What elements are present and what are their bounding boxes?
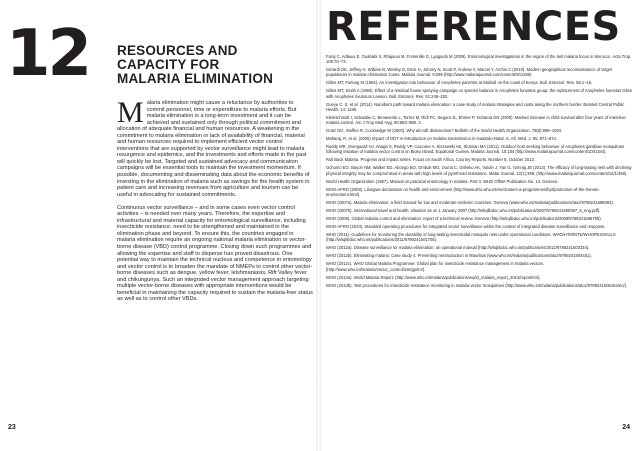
chapter-title-line: MALARIA ELIMINATION (117, 71, 274, 86)
reference-item: WHO (2013a). World Malaria Report. (http://www.who.int/malaria/publications/world_malaria_report_2013/report/en/). (326, 274, 541, 280)
reference-item: Kleinschmidt I, Schwabe C, Benavente L, Torrez M, Ridl FC, Segura JL, Ehmer P, Nchama GN (2009). Marked increase in child survival after four years of intensive malaria control. Am J Trop Med Hyg. 80:882–888. 3. (326, 114, 626, 126)
paragraph (117, 96, 313, 198)
reference-item: WHO (2011). Guidelines for monitoring the durability of long-lasting insecticidal mosquito nets under operational conditions. WHO/HTM/NTD/WHOPES/2011.5 (http://whqlibdoc.who.int/publications/2011/9789241501705). (326, 232, 616, 243)
reference-item: WHO-AFRO (2010). Standard operating procedures for integrated vector surveillance within the context of integrated disease surveillance and response. (326, 224, 606, 229)
reference-item: WHO (2012c). WHO Global Malaria Programme: Global plan for insecticide resistance management in malaria vectors. (http://www.who.int/malaria/vector_control/ivm/gpirm/). (326, 261, 545, 272)
reference-item: Ochomo EO, Bayoh NM, Walker ED, Abongo BO, Ombok MO, Ouma C, Githeko AK, Vulule J, Yan G, Gimnig JE (2013). The efficacy of long-lasting nets with declining physical integrity may be compromised in areas with high levels of pyrethroid resistance. Malar Journal. 12(1):368, (http://www.malariajournal.com/content/12/1/368). (326, 165, 632, 176)
chapter-title-line: CAPACITY FOR (117, 57, 220, 72)
paragraph: Continuous vector surveillance – and in some cases even vector control activities – is needed over many years. Therefore, the expertise and infrastructural and material capacity for entomological surveillance, including insecticide resistance, need to be strengthened and maintained in the elimination phase and beyond. To ensure this, the countries engaged in malaria elimination require an ongoing national malaria elimination or vector-borne disease (VBD) control programme. Closing down such programmes and allowing the expertise and staff to disperse has proved disastrous. One potential way to maintain the technical nucleus and competence in entomology and vector control is to broaden the mandate of NMEPs to control other vector-borne diseases such as dengue, yellow fever, leishmaniasis, Rift Valley fever and chikungunya. Such an integrated vector management approach targeting multiple vector-borne diseases with appropriate interventions would be beneficial in maintaining the capacity required to sustain the malaria-free status as well as to control other VBDs. (117, 204, 313, 303)
reference-item: World Health Organization (1957). Manual on practical entomology in malaria. Part II. WHO Offset Publication No. 13. Geneva. (326, 178, 559, 184)
page-number: 24 (622, 424, 630, 431)
right-page (322, 0, 638, 451)
reference-item: Faraj C, Adlaoui E, Ouahabi S, Rhajaoui M, Fontenille D, Lyagoubi M (2009). Entomological investigations in the region of the last malaria focus in Morocco. Acta Trop. 109:70–73. (326, 54, 632, 65)
reference-item: WHO (2013b). Test procedures for insecticide resistance monitoring in malaria vector mosquitoes (http://www.who.int/malaria/publications/atoz/9789241505154/en/). (326, 282, 628, 288)
chapter-number: 12 (6, 17, 90, 91)
references-list (326, 54, 632, 291)
reference-item: WHO (2007a). Malaria elimination: a field manual for low and moderate endemic countries. Geneva (www.who.int/malaria/publications/atoz/9789241596084). (326, 199, 614, 205)
reference-item: WHO-AFRO (2008). Lilongwe declaration on health and environment (http://www.afro.who.int/en/clusters-a-programmes/hpr/protection-of-the-human-environment.html). (326, 186, 600, 197)
chapter-title-line: RESOURCES AND (117, 43, 238, 58)
left-page (0, 0, 315, 451)
reference-item: Gilles MT, Smith A (1960). Effect of a residual house spraying campaign on species balance in Anopheles funestus group: the replacement of Anopheles funestus Giles with Anopheles rivulorum Leeson. Bull. Entomol. Res. 51:248–252. (326, 88, 632, 99)
reference-item: WHO (2009). Global malaria control and elimination: report of a technical review. Geneva (http://whqlibdoc.who.int/publications/2008/9789241596756). (326, 215, 602, 221)
drop-cap: M (117, 96, 144, 129)
page-number: 23 (8, 424, 16, 431)
reference-item: Gerardi DK, Jeffrey H, William B, Wesley D, Erick H, Johnny N, Scott P, Andrew V, Marcel Y, Archie C (2010). Modern geographical reconnaissance of target populations in malaria elimination zones. Malaria Journal. 9:289 (http://www.malariajournal.com/content/9/1/289) (326, 67, 612, 78)
page-gutter (316, 0, 321, 451)
reference-item: WHO (2007b). International travel and health: situation as on 1 January 2007 (http://whqlibdoc.who.int/publications/2007/9789241580397_5_eng.pdf). (326, 207, 601, 213)
reference-item: Gueye C. S. et al. (2014). Namibia's path toward malaria elimination: a case study of malaria strategies and costs along the northern border. BioMed Central Public Health. 14: 1190. (326, 101, 625, 112)
reference-item: WHO (2012b). Eliminating malaria: Case study 4. Preventing reintroduction in Mauritius (www.who.int/malaria/publications/atoz/9789241504461). (326, 253, 592, 259)
reference-item: Gilles MT, Furlong M (1964). An investigation into behaviour of Anopheles parensis at Malindi on the coast of Kenya. Bull. Entomol. Res. 55:1–16. (326, 80, 593, 86)
chapter-title (117, 44, 317, 86)
reference-item: Gratz NG, Steffen R, Cocksedge W (2000). Why aircraft disinsection? Bulletin of the World Health Organization. 78(8):995–1004. (326, 128, 563, 134)
reference-item: WHO (2012a). Disease surveillance for malaria elimination: an operational manual (http://whqlibdoc.who.int/publications/2012/9789241503334). (326, 245, 590, 251)
reference-item: Reddy MR, Overgaard HJ, Abaga S, Reddy VP, Caccone A, Kiszewski AE, Slotman MA (2011). Outdoor host seeking behaviour of Anopheles gambiae mosquitoes following initiation of malaria vector control on Bioko Island, Equatorial Guinea. Malaria Journal. 10:184 (http://www.malariajournal.com/content/10/1/184). (326, 144, 625, 155)
references-title: REFERENCES (326, 4, 621, 50)
reference-item: Maharaj, R. et al. (2005) Impact of DDT re-introduction on malaria transmission in KwaZulu-Natal. S. Afr. Med. J. 95, 871–874. (326, 136, 557, 142)
reference-item: Roll Back Malaria. Progress and impact series. Focus on South Africa. Country Reports. Number 8, October 2013. (326, 157, 535, 163)
paragraph-text: alaria elimination might cause a reluctance by authorities to commit personnel, time or expenditure to malaria efforts. But malaria elimination is a long-term investment and it can be achieved and sustained only through political commitment and allocation of adequate financial and human resources. A weakening in the commitment to malaria elimination or lack of availability of financial, material and human resources required to implement efficient vector control interventions that are supported by vector surveillance might lead to malaria resurgence and epidemics, and the investments and efforts made in the past will quickly be lost. Targeted and sustained advocacy and communication campaigns will be essential tools to maintain the investment momentum. If possible, documenting and disseminating data about the economic benefits of investing in the elimination of malaria such as savings for the health system in patient care and increasing revenues from agriculture and tourism can be useful in advocating for sustained commitments. (117, 100, 310, 198)
body-text (117, 96, 313, 309)
